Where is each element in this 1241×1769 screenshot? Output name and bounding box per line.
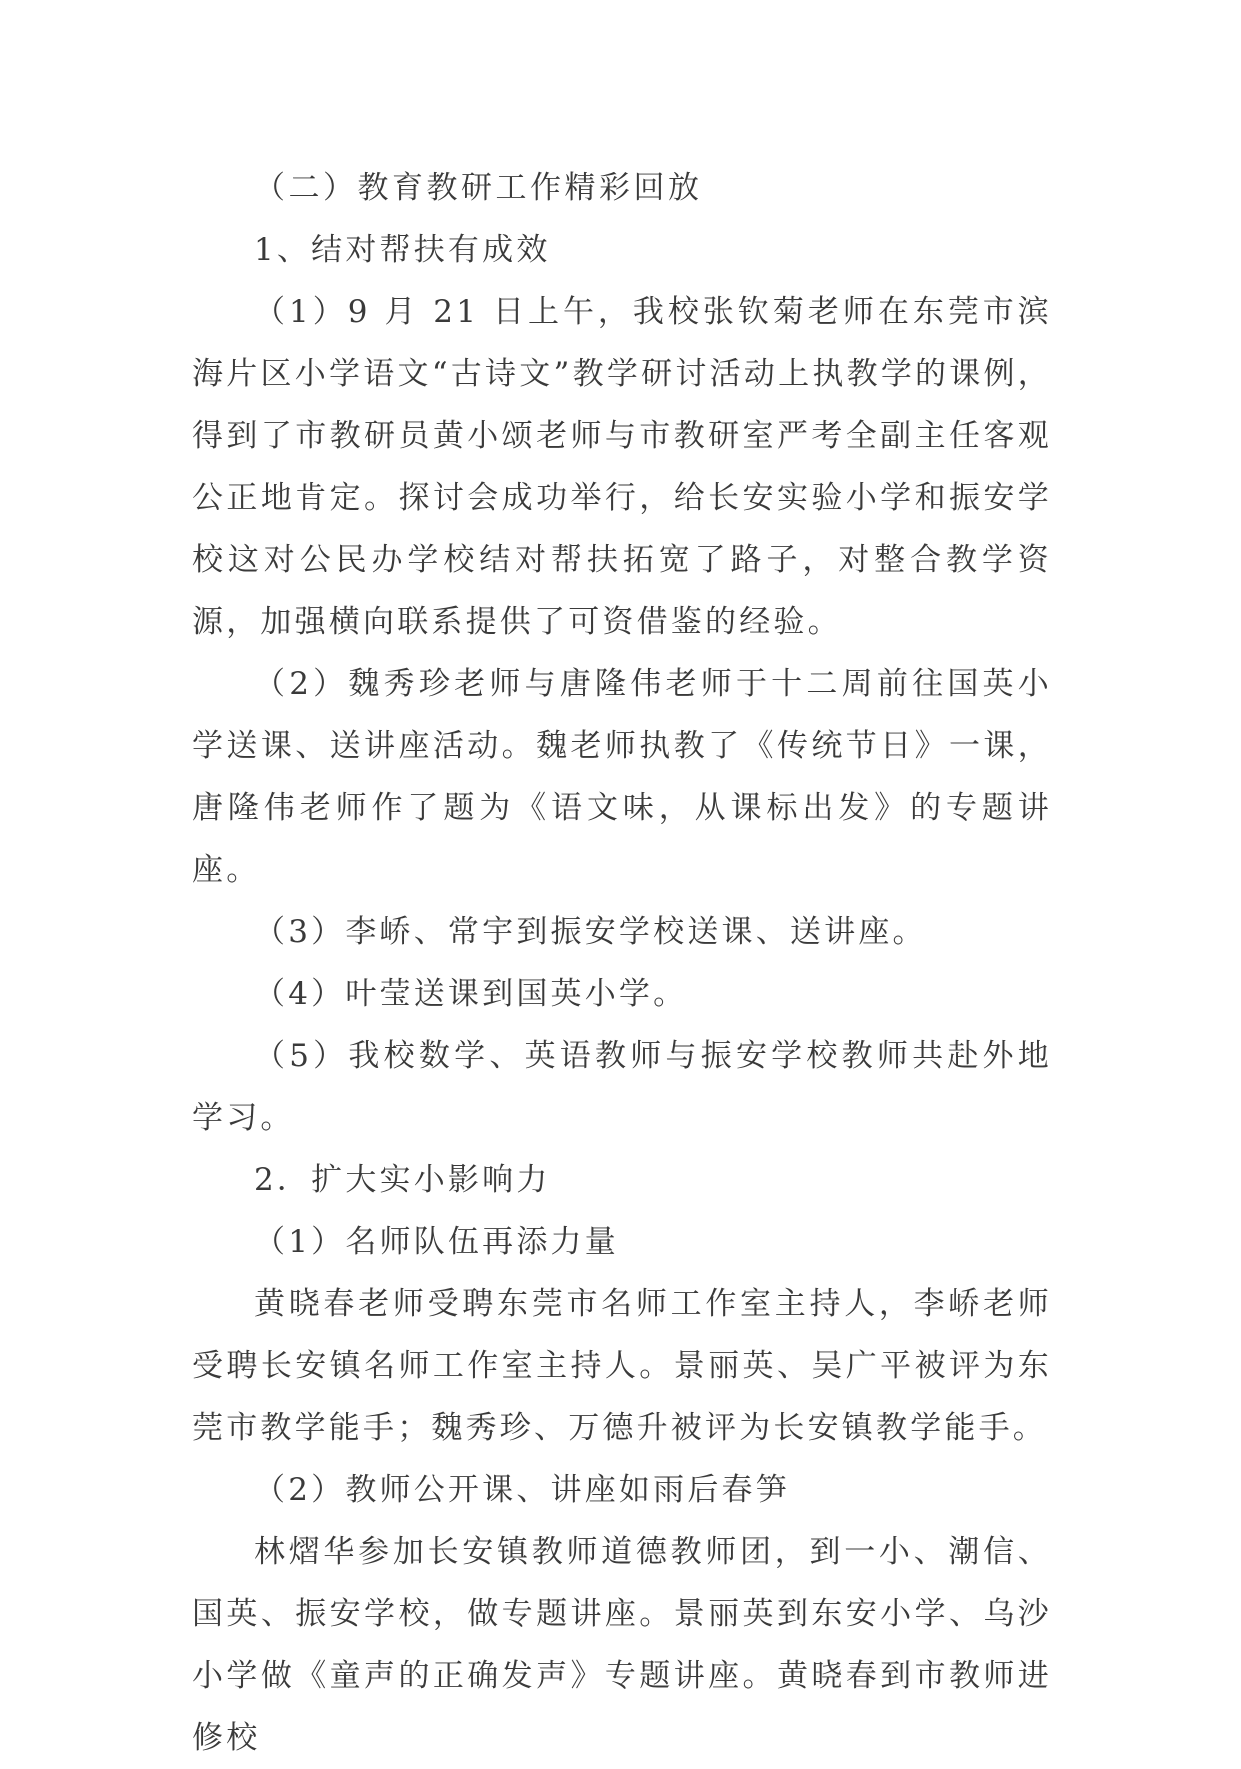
- paragraph: （4）叶莹送课到国英小学。: [254, 976, 688, 1012]
- section-heading: （二）教育教研工作精彩回放: [254, 170, 703, 206]
- paragraph: 林熠华参加长安镇教师道德教师团，到一小、潮信、国英、振安学校，做专题讲座。景丽英到东安小学、乌沙小学做《童声的正确发声》专题讲座。黄晓春到市教师进修校: [192, 1534, 1052, 1756]
- sub-item-heading: （2）教师公开课、讲座如雨后春笋: [254, 1472, 790, 1508]
- subsection-heading: 1、结对帮扶有成效: [254, 232, 551, 268]
- paragraph: （3）李峤、常宇到振安学校送课、送讲座。: [254, 914, 927, 950]
- paragraph: （2）魏秀珍老师与唐隆伟老师于十二周前往国英小学送课、送讲座活动。魏老师执教了《传统节日》一课，唐隆伟老师作了题为《语文味，从课标出发》的专题讲座。: [192, 666, 1052, 888]
- paragraph: （1）9 月 21 日上午，我校张钦菊老师在东莞市滨海片区小学语文“古诗文”教学研讨活动上执教学的课例，得到了市教研员黄小颂老师与市教研室严考全副主任客观公正地肯定。探讨会成功举行，给长安实验小学和振安学校这对公民办学校结对帮扶拓宽了路子，对整合教学资源，加强横向联系提供了可资借鉴的经验。: [192, 294, 1052, 640]
- paragraph: 黄晓春老师受聘东莞市名师工作室主持人，李峤老师受聘长安镇名师工作室主持人。景丽英、吴广平被评为东莞市教学能手；魏秀珍、万德升被评为长安镇教学能手。: [192, 1286, 1052, 1446]
- subsection-heading: 2．扩大实小影响力: [254, 1162, 551, 1198]
- document-body: [192, 157, 1052, 1769]
- paragraph: （5）我校数学、英语教师与振安学校教师共赴外地学习。: [192, 1038, 1052, 1136]
- sub-item-heading: （1）名师队伍再添力量: [254, 1224, 619, 1260]
